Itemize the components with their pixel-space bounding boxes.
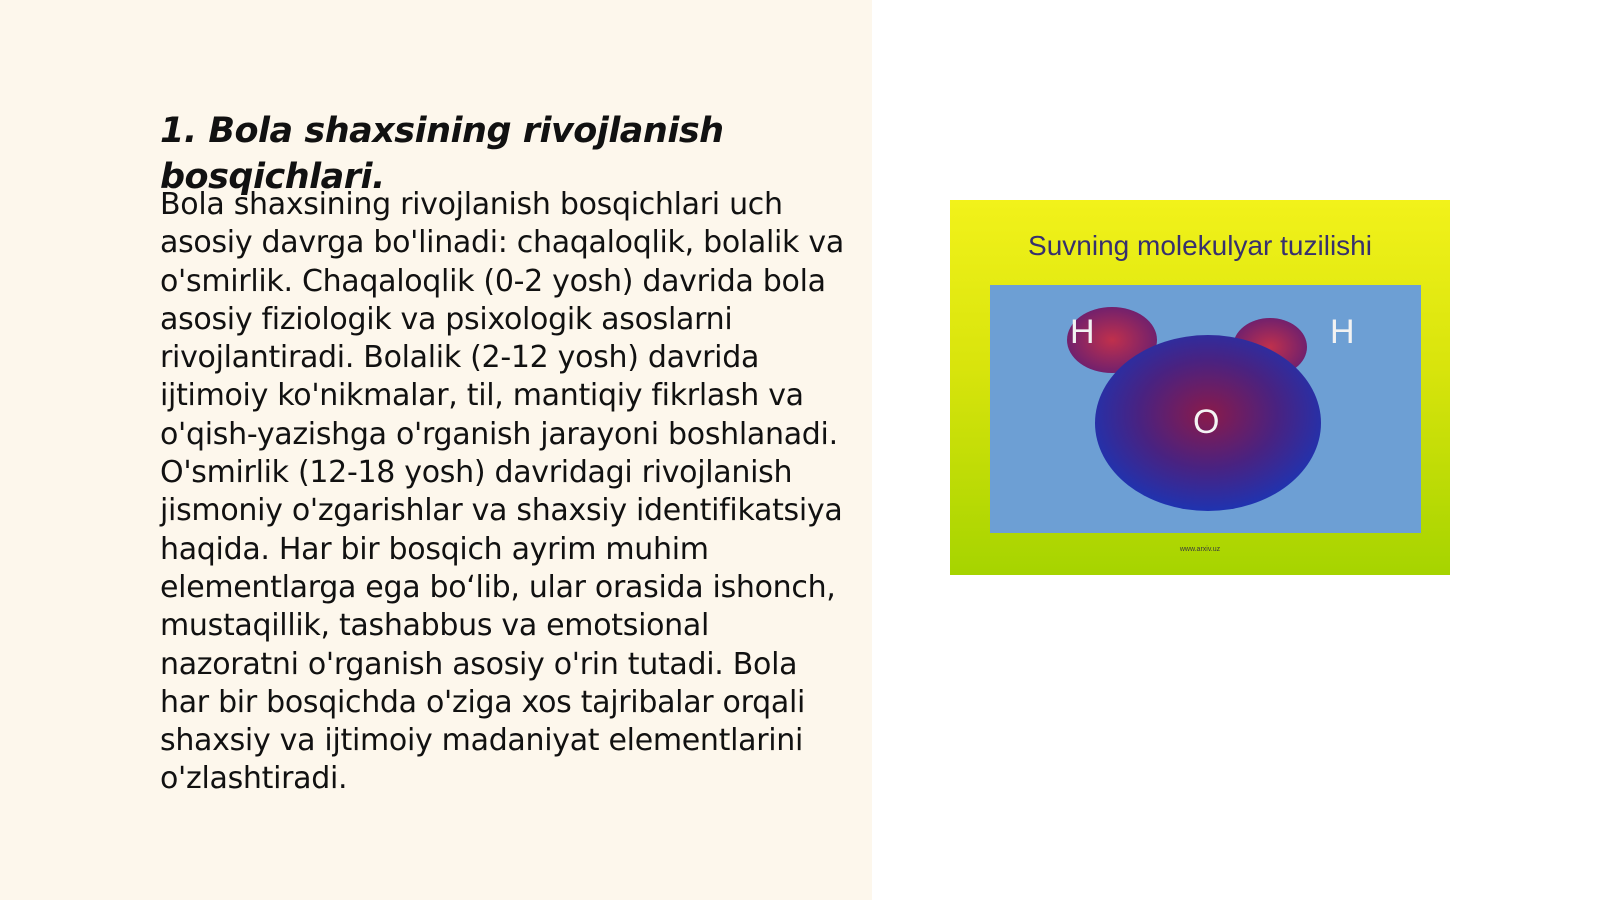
molecule-diagram bbox=[990, 285, 1421, 533]
figure-watermark: www.arxiv.uz bbox=[1179, 546, 1221, 553]
hydrogen-label-right: H bbox=[1330, 313, 1355, 351]
oxygen-label: O bbox=[1193, 403, 1220, 441]
figure-title: Suvning molekulyar tuzilishi bbox=[1028, 230, 1372, 261]
water-molecule-figure bbox=[950, 200, 1450, 575]
hydrogen-label-left: H bbox=[1070, 313, 1095, 351]
slide-body-text: Bola shaxsining rivojlanish bosqichlari uch asosiy davrga bo'linadi: chaqaloqlik, bolalik va o'smirlik. Chaqaloqlik (0-2 yosh) davrida bola asosiy fiziologik va psixologik asoslarni rivojlantiradi. Bolalik (2-12 yosh) davrida ijtimoiy ko'nikmalar, til, mantiqiy fikrlash va o'qish-yazishga o'rganish jarayoni boshlanadi. O'smirlik (12-18 yosh) davridagi rivojlanish jismoniy o'zgarishlar va shaxsiy identifikatsiya haqida. Har bir bosqich ayrim muhim elementlarga ega bo‘lib, ular orasida ishonch, mustaqillik, tashabbus va emotsional nazoratni o'rganish asosiy o'rin tutadi. Bola har bir bosqichda o'ziga xos tajribalar orqali shaxsiy va ijtimoiy madaniyat elementlarini o'zlashtiradi. bbox=[160, 187, 844, 797]
slide-heading: 1. Bola shaxsining rivojlanish bosqichlari. bbox=[160, 111, 724, 197]
